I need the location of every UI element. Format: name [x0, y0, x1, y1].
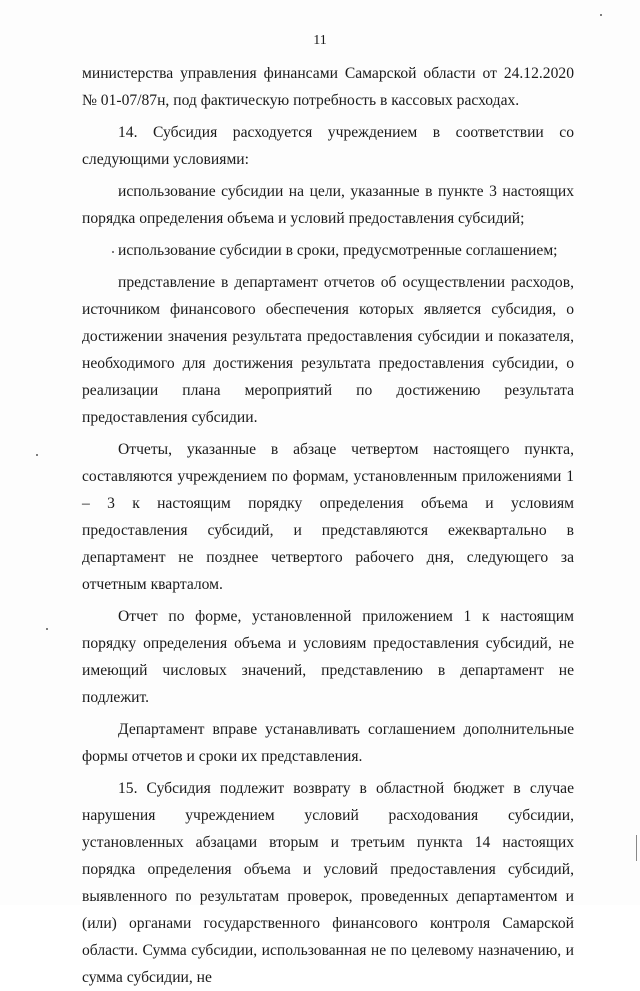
paragraph-continuation: министерства управления финансами Самарской области от 24.12.2020 № 01-07/87н, под фактическую потребность в кассовых расходах. [82, 65, 574, 109]
scan-edge-mark [636, 835, 637, 861]
paragraph-report-form-1: Отчет по форме, установленной приложением 1 к настоящим порядку определения объема и условиям предоставления субсидий, не имеющий числовых значений, представлению в департамент не подлежит. [82, 608, 574, 706]
scan-speck [36, 454, 38, 456]
paragraph-additional-forms: Департамент вправе устанавливать соглашением дополнительные формы отчетов и сроки их представления. [82, 721, 574, 765]
scan-speck [600, 14, 602, 16]
scan-speck [46, 628, 48, 630]
paragraph-item-15: 15. Субсидия подлежит возврату в областной бюджет в случае нарушения учреждением условий расходования субсидии, установленных абзацами вторым и третьим пункта 14 настоящих порядка определения объема и условий предоставления субсидий, выявленного по результатам проверок, проведенных департаментом и (или) органами государственного финансового контроля Самарской области. Сумма субсидии, использованная не по целевому назначению, и сумма субсидии, не [82, 780, 574, 986]
paragraph-condition-deadlines: использование субсидии в сроки, предусмотренные соглашением; [118, 242, 558, 259]
paragraph-condition-purpose: использование субсидии на цели, указанные в пункте 3 настоящих порядка определения объема и условий предоставления субсидий; [82, 183, 574, 227]
paragraph-condition-reports: представление в департамент отчетов об осуществлении расходов, источником финансового обеспечения которых является субсидия, о достижении значения результата предоставления субсидии и показателя, необходимого для достижения результата предоставления субсидии, о реализации плана мероприятий по достижению результата предоставления субсидии. [82, 274, 574, 426]
paragraph-reports-forms: Отчеты, указанные в абзаце четвертом настоящего пункта, составляются учреждением по формам, установленным приложениями 1 – 3 к настоящим порядку определения объема и условиям предоставления субсидий, и представляются ежеквартально в департамент не позднее четвертого рабочего дня, следующего за отчетным кварталом. [82, 441, 574, 593]
scan-speck [112, 251, 114, 253]
document-body [82, 60, 574, 991]
page-number: 11 [313, 33, 327, 48]
paragraph-item-14: 14. Субсидия расходуется учреждением в соответствии со следующими условиями: [82, 124, 574, 168]
